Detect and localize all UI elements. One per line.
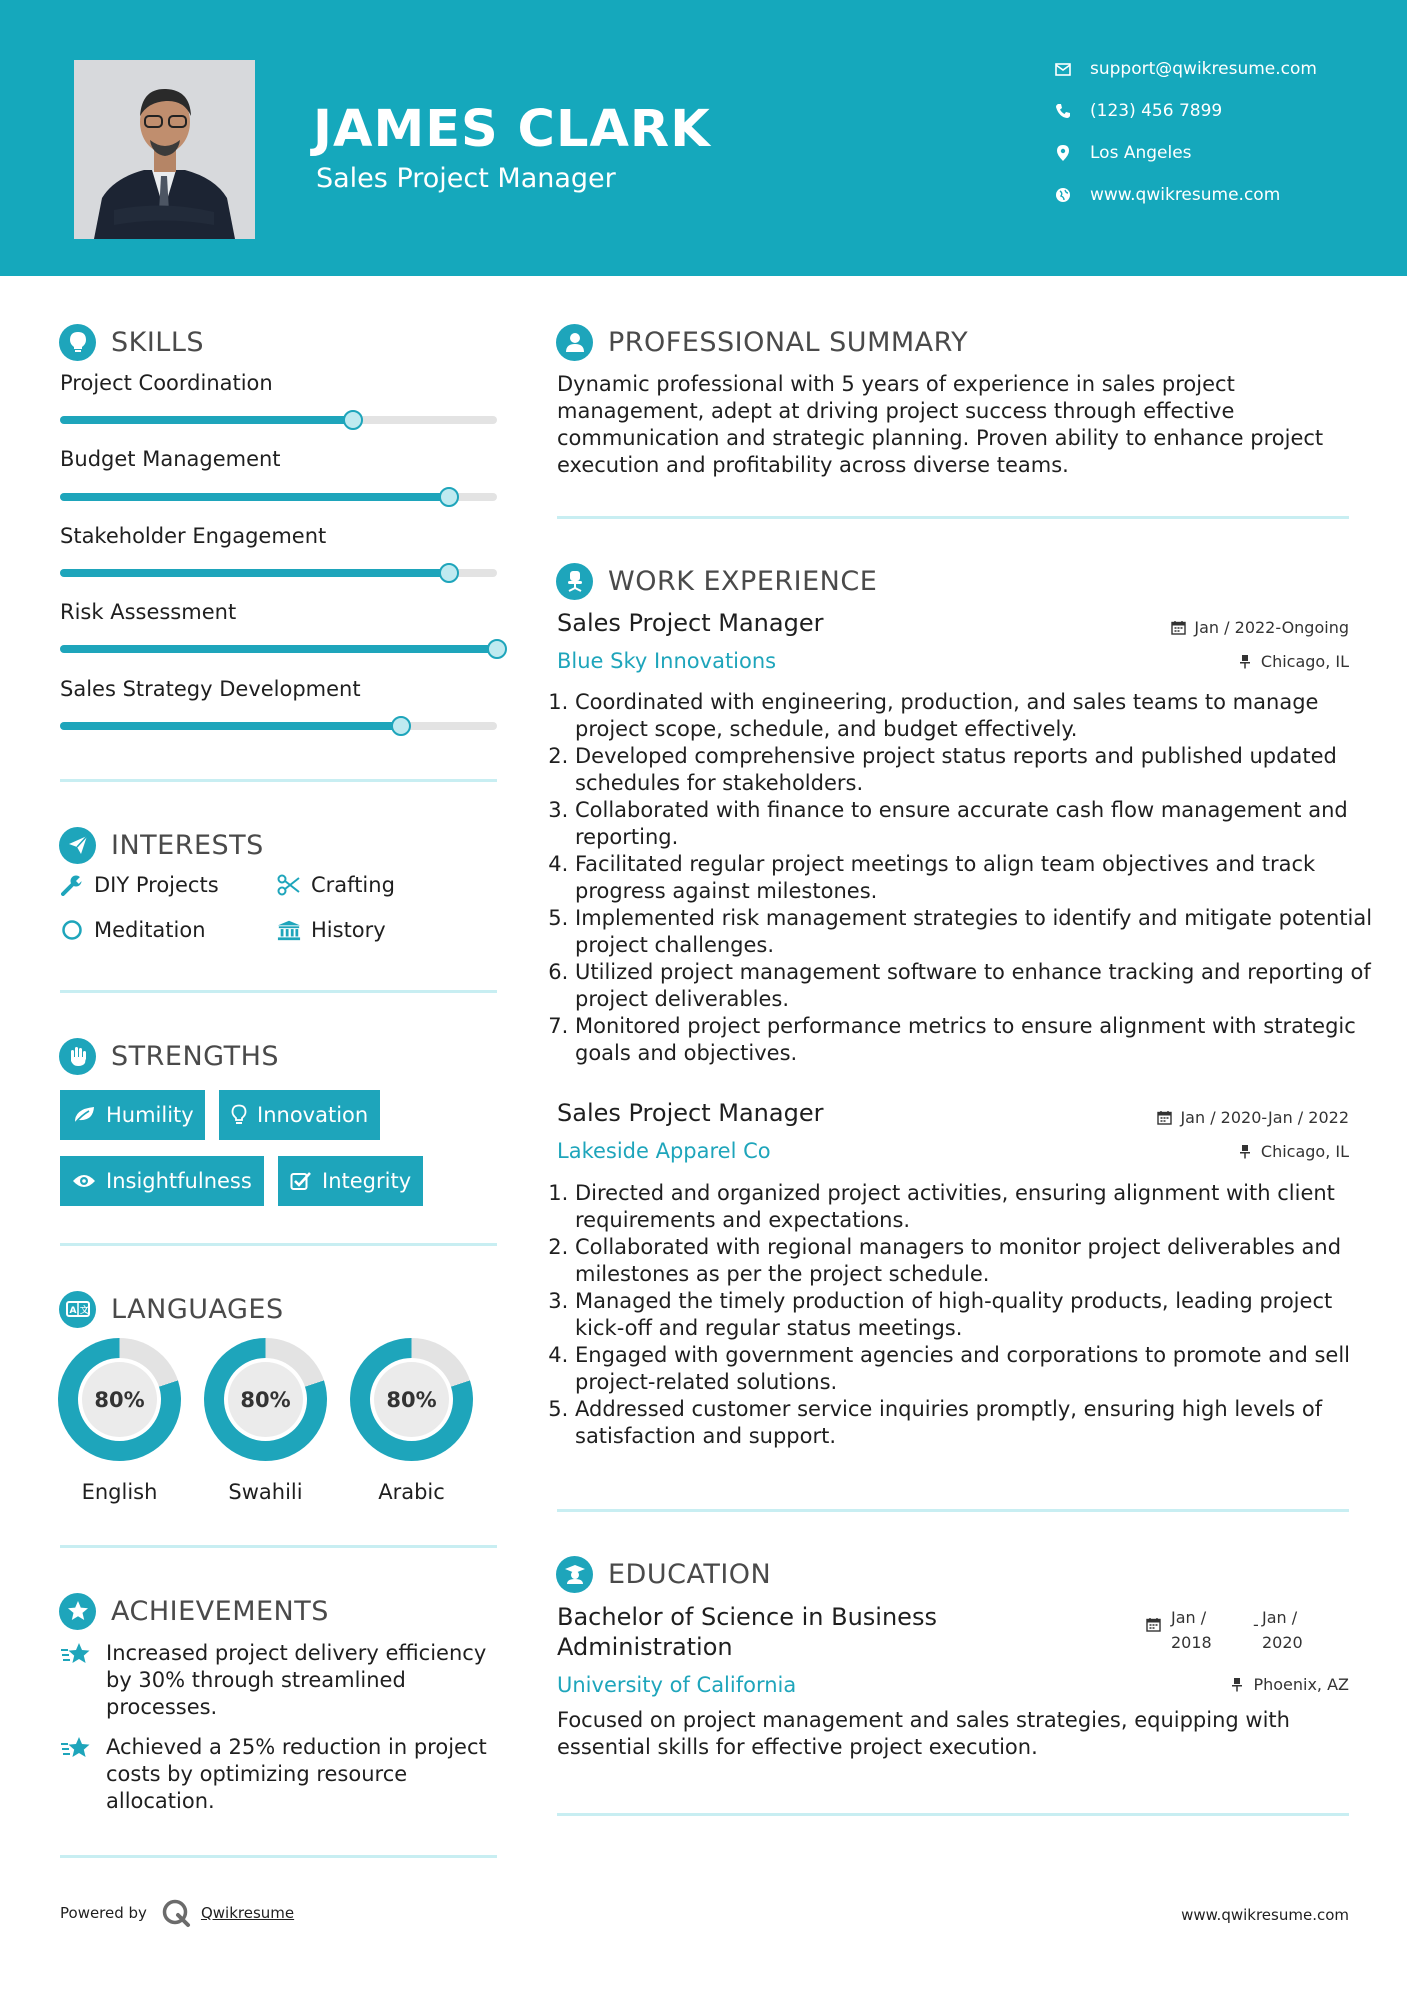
interest-item [277, 918, 386, 942]
eye-icon [72, 1169, 96, 1193]
strength-badge [60, 1090, 205, 1140]
strength-label: Insightfulness [106, 1169, 252, 1193]
interest-item [60, 873, 219, 897]
strength-badge [278, 1156, 423, 1206]
qwikresume-logo-icon [161, 1898, 191, 1928]
lightbulb-icon [231, 1103, 247, 1127]
education-degree: Bachelor of Science in Business Administration [557, 1603, 937, 1661]
contact-phone-text: (123) 456 7899 [1090, 101, 1223, 121]
achievement-item [60, 1640, 500, 1721]
section-divider [60, 1855, 497, 1858]
strengths-title: STRENGTHS [111, 1040, 280, 1072]
skill-bar [60, 493, 497, 501]
job-duties-list [557, 689, 1375, 1067]
education-school: University of California [557, 1673, 797, 1697]
language-item [350, 1338, 473, 1504]
interest-label: DIY Projects [94, 873, 219, 897]
achievements-title: ACHIEVEMENTS [111, 1595, 329, 1627]
education-description: Focused on project management and sales strategies, equipping with essential skills for effective project execution. [557, 1708, 1290, 1759]
strength-badge [60, 1156, 264, 1206]
strength-label: Integrity [322, 1169, 412, 1193]
education-heading [556, 1554, 771, 1594]
hand-icon [59, 1038, 96, 1075]
section-divider [557, 516, 1349, 519]
experience-title: WORK EXPERIENCE [608, 565, 878, 597]
list-item: 7. Monitored project performance metrics to ensure alignment with strategic goals and objectives. [575, 1013, 1375, 1067]
strength-badge [219, 1090, 380, 1140]
language-item [204, 1338, 327, 1504]
map-marker-icon [1054, 144, 1072, 162]
language-percent: 80% [82, 1362, 157, 1437]
skill-label: Project Coordination [60, 371, 273, 395]
contact-phone[interactable] [1054, 100, 1222, 122]
leaf-icon [72, 1103, 96, 1127]
star-icon [60, 1734, 92, 1764]
skills-heading [59, 322, 204, 362]
job-company: Lakeside Apparel Co [557, 1139, 771, 1163]
section-divider [60, 990, 497, 993]
qwikresume-link[interactable]: Qwikresume [200, 1904, 295, 1922]
interest-label: Meditation [94, 918, 206, 942]
job-company: Blue Sky Innovations [557, 649, 777, 673]
user-icon [556, 324, 593, 361]
job-location-text: Chicago, IL [1260, 1142, 1349, 1161]
graduate-icon [556, 1556, 593, 1593]
strength-label: Innovation [257, 1103, 369, 1127]
list-item: 2. Collaborated with regional managers to monitor project deliverables and milestones as per the project schedule. [575, 1234, 1375, 1288]
job-duties-list [557, 1180, 1375, 1450]
section-divider [60, 779, 497, 782]
skill-bar [60, 722, 497, 730]
language-name: English [81, 1480, 158, 1504]
interest-label: Crafting [311, 873, 395, 897]
contact-email[interactable] [1054, 58, 1317, 80]
job-role: Sales Project Manager [557, 1099, 824, 1127]
calendar-icon [1146, 1617, 1162, 1633]
achievement-text: Achieved a 25% reduction in project costs by optimizing resource allocation. [106, 1735, 487, 1813]
achievements-heading [59, 1591, 329, 1631]
resume-header [0, 0, 1407, 276]
summary-title: PROFESSIONAL SUMMARY [608, 326, 969, 358]
list-item: 1. Directed and organized project activities, ensuring alignment with client requirements and expectations. [575, 1180, 1375, 1234]
list-item: 3. Collaborated with finance to ensure accurate cash flow management and reporting. [575, 797, 1375, 851]
skill-label: Sales Strategy Development [60, 677, 361, 701]
svg-text:文: 文 [79, 1306, 89, 1316]
language-progress-ring [350, 1338, 473, 1461]
summary-text: Dynamic professional with 5 years of experience in sales project management, adept at driving project success through effective communication and strategic planning. Proven ability to enhance project execution and profitability across diverse teams. [557, 372, 1324, 477]
language-name: Swahili [228, 1480, 303, 1504]
list-item: 6. Utilized project management software to enhance tracking and reporting of project deliverables. [575, 959, 1375, 1013]
paper-plane-icon [59, 827, 96, 864]
calendar-icon [1156, 1110, 1172, 1126]
experience-heading [556, 561, 877, 601]
interests-heading [59, 825, 264, 865]
job-role: Sales Project Manager [557, 609, 824, 637]
star-badge-icon [59, 1593, 96, 1630]
check-square-icon [290, 1169, 312, 1193]
footer-powered-by [60, 1898, 294, 1928]
calendar-icon [1170, 620, 1186, 636]
section-divider [557, 1813, 1349, 1816]
job-dates-text: Jan / 2022-Ongoing [1194, 618, 1349, 637]
powered-by-text: Powered by [60, 1904, 147, 1922]
language-name: Arabic [378, 1480, 445, 1504]
svg-text:A: A [69, 1306, 76, 1316]
envelope-icon [1054, 60, 1072, 78]
summary-heading [556, 322, 968, 362]
contact-email-text: support@qwikresume.com [1090, 59, 1317, 79]
interests-title: INTERESTS [111, 829, 264, 861]
languages-heading [59, 1289, 284, 1329]
wrench-icon [60, 873, 84, 897]
museum-icon [277, 918, 301, 942]
job-location [1237, 652, 1349, 671]
contact-website-text: www.qwikresume.com [1090, 185, 1281, 205]
pushpin-icon [1229, 1677, 1245, 1693]
skills-title: SKILLS [111, 326, 205, 358]
skill-bar [60, 569, 497, 577]
education-location-text: Phoenix, AZ [1253, 1675, 1349, 1694]
skill-bar [60, 645, 497, 653]
job-location [1237, 1142, 1349, 1161]
skill-label: Risk Assessment [60, 600, 237, 624]
interest-label: History [311, 918, 386, 942]
contact-location-text: Los Angeles [1090, 143, 1192, 163]
skill-label: Stakeholder Engagement [60, 524, 327, 548]
education-date-separator: - [1253, 1615, 1259, 1634]
candidate-name: JAMES CLARK [313, 100, 711, 159]
pushpin-icon [1237, 654, 1253, 670]
language-item [58, 1338, 181, 1504]
office-chair-icon [556, 563, 593, 600]
education-title: EDUCATION [608, 1558, 772, 1590]
achievement-text: Increased project delivery efficiency by 30% through streamlined processes. [106, 1641, 487, 1719]
skill-label: Budget Management [60, 447, 281, 471]
job-dates [1170, 618, 1349, 637]
languages-title: LANGUAGES [111, 1293, 284, 1325]
list-item: 5. Addressed customer service inquiries promptly, ensuring high levels of satisfaction and support. [575, 1396, 1375, 1450]
star-icon [60, 1640, 92, 1670]
section-divider [557, 1509, 1349, 1512]
scissors-icon [277, 873, 301, 897]
language-progress-ring [58, 1338, 181, 1461]
job-dates-text: Jan / 2020-Jan / 2022 [1180, 1108, 1349, 1127]
list-item: 4. Engaged with government agencies and corporations to promote and sell project-related solutions. [575, 1342, 1375, 1396]
education-date-start: Jan / 2018 [1171, 1608, 1212, 1652]
achievement-item [60, 1734, 500, 1815]
skill-bar [60, 416, 497, 424]
phone-icon [1054, 102, 1072, 120]
circle-icon [60, 918, 84, 942]
job-dates [1156, 1108, 1349, 1127]
list-item: 4. Facilitated regular project meetings to align team objectives and track progress against milestones. [575, 851, 1375, 905]
section-divider [60, 1243, 497, 1246]
language-icon [59, 1291, 96, 1328]
list-item: 5. Implemented risk management strategies to identify and mitigate potential project challenges. [575, 905, 1375, 959]
profile-photo [74, 60, 255, 239]
lightbulb-icon [59, 324, 96, 361]
strength-label: Humility [106, 1103, 194, 1127]
section-divider [60, 1545, 497, 1548]
strengths-heading [59, 1036, 279, 1076]
list-item: 2. Developed comprehensive project status reports and published updated schedules for stakeholders. [575, 743, 1375, 797]
education-location [1229, 1675, 1349, 1694]
education-date-end: Jan / 2020 [1262, 1608, 1303, 1652]
footer-website[interactable]: www.qwikresume.com [1181, 1906, 1349, 1924]
job-location-text: Chicago, IL [1260, 652, 1349, 671]
contact-location [1054, 142, 1192, 164]
list-item: 3. Managed the timely production of high-quality products, leading project kick-off and regular status meetings. [575, 1288, 1375, 1342]
language-percent: 80% [374, 1362, 449, 1437]
language-progress-ring [204, 1338, 327, 1461]
globe-icon [1054, 186, 1072, 204]
interest-item [277, 873, 395, 897]
language-percent: 80% [228, 1362, 303, 1437]
candidate-title: Sales Project Manager [316, 163, 616, 194]
interest-item [60, 918, 206, 942]
pushpin-icon [1237, 1144, 1253, 1160]
list-item: 1. Coordinated with engineering, production, and sales teams to manage project scope, schedule, and budget effectively. [575, 689, 1375, 743]
contact-website[interactable] [1054, 184, 1280, 206]
